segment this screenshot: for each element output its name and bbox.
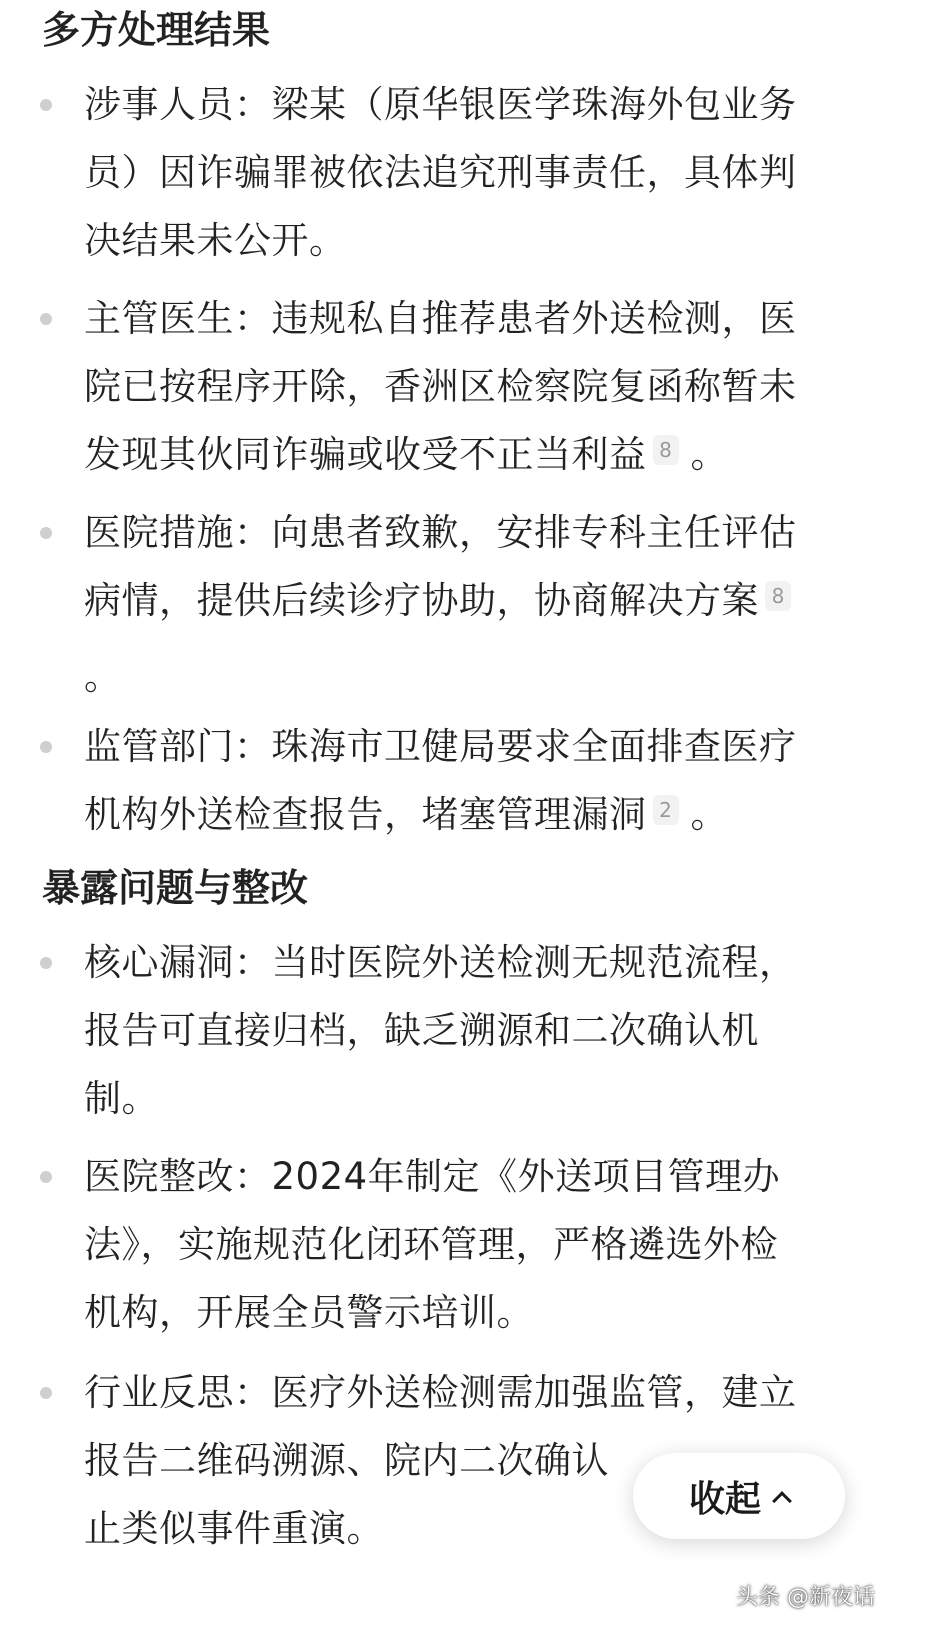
bullet-icon — [40, 99, 52, 111]
item-text-line: 涉事人员：梁某（原华银医学珠海外包业务 — [84, 83, 797, 126]
watermark: 头条 @新夜话 — [736, 1585, 875, 1610]
item-text-line: 决结果未公开。 — [84, 219, 347, 262]
item-text-line: 核心漏洞：当时医院外送检测无规范流程， — [84, 941, 797, 984]
item-text-line: 医院措施：向患者致歉，安排专科主任评估 — [84, 511, 797, 554]
item-text-line: 报告可直接归档，缺乏溯源和二次确认机 — [84, 1009, 759, 1052]
bullet-icon — [40, 741, 52, 753]
bullet-icon — [40, 313, 52, 325]
collapse-button-label: 收起 — [688, 1478, 761, 1520]
item-text: 病情，提供后续诊疗协助，协商解决方案 — [84, 579, 759, 622]
reference-badge[interactable]: 8 — [653, 435, 679, 465]
bullet-icon — [40, 957, 52, 969]
item-text-line — [84, 579, 791, 623]
bullet-icon — [40, 1171, 52, 1183]
bullet-icon — [40, 1387, 52, 1399]
item-tail-punct: 。 — [690, 433, 728, 476]
item-text-line: 制。 — [84, 1077, 159, 1120]
item-text: 发现其伙同诈骗或收受不正当利益 — [84, 433, 647, 476]
chevron-up-icon — [772, 1491, 792, 1511]
collapse-button[interactable] — [633, 1453, 845, 1539]
item-text-line: 机构，开展全员警示培训。 — [84, 1291, 534, 1334]
bullet-icon — [40, 527, 52, 539]
item-text-line: 医院整改：2024年制定《外送项目管理办 — [84, 1155, 781, 1198]
item-text-line: 主管医生：违规私自推荐患者外送检测，医 — [84, 297, 797, 340]
item-text-line — [84, 793, 728, 837]
item-tail-punct: 。 — [690, 793, 728, 836]
item-text-line: 行业反思：医疗外送检测需加强监管，建立 — [84, 1371, 797, 1414]
item-text-line: 院已按程序开除，香洲区检察院复函称暂未 — [84, 365, 797, 408]
section-title-issues: 暴露问题与整改 — [42, 866, 309, 910]
item-text-line: 止类似事件重演。 — [84, 1507, 384, 1550]
section-title-results: 多方处理结果 — [42, 8, 271, 52]
item-text-line: 员）因诈骗罪被依法追究刑事责任，具体判 — [84, 151, 797, 194]
item-text-line: 法》，实施规范化闭环管理，严格遴选外检 — [84, 1223, 778, 1266]
reference-badge[interactable]: 2 — [653, 795, 679, 825]
item-text: 机构外送检查报告，堵塞管理漏洞 — [84, 793, 647, 836]
item-text-line: 报告二维码溯源、院内二次确认 — [84, 1439, 609, 1482]
reference-badge[interactable]: 8 — [765, 581, 791, 611]
item-text-line: 。 — [84, 655, 122, 698]
item-text-line — [84, 433, 728, 477]
item-text-line: 监管部门：珠海市卫健局要求全面排查医疗 — [84, 725, 797, 768]
